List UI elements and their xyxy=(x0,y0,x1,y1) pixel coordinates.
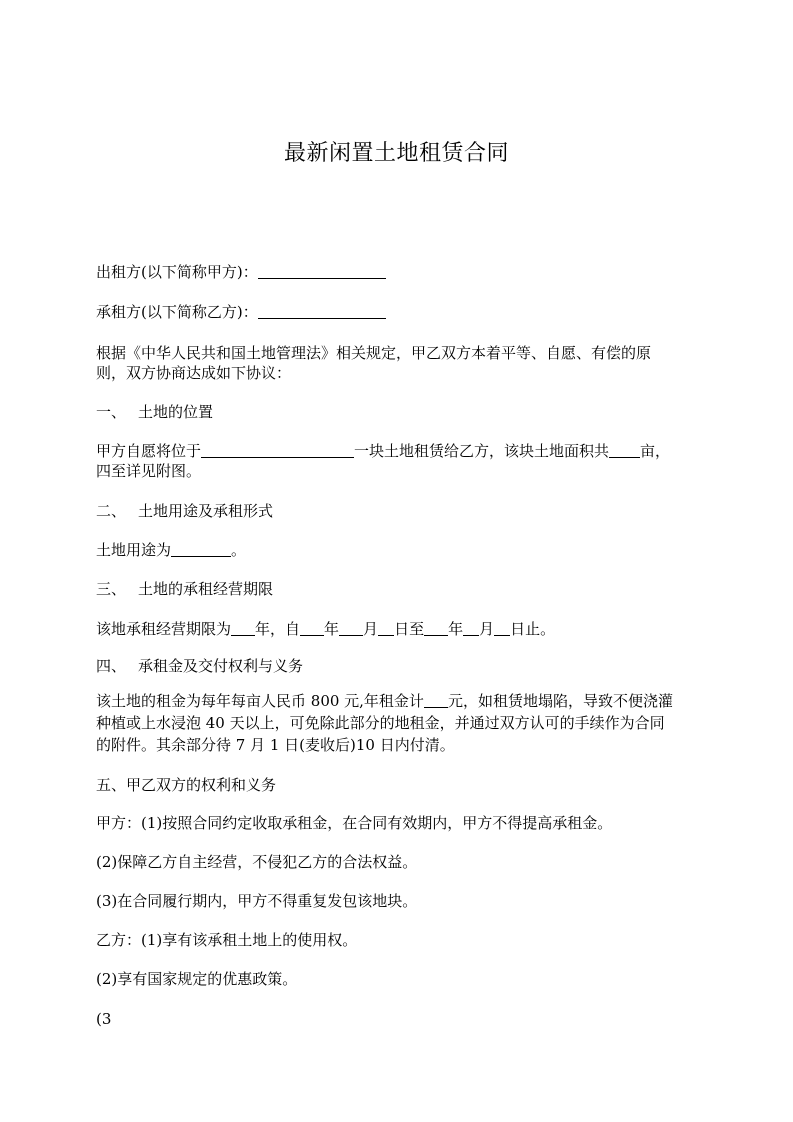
party-a-right-1: 甲方：(1)按照合同约定收取承租金，在合同有效期内，甲方不得提高承租金。 xyxy=(96,814,613,832)
term-text: 月 xyxy=(363,620,379,638)
lessor-line xyxy=(96,262,701,282)
section-4-heading xyxy=(96,656,701,676)
term-text: 日止。 xyxy=(510,620,556,638)
area-label: 一块土地租赁给乙方，该块土地面积共 xyxy=(354,442,610,460)
section-heading-text: 承租金及交付权利与义务 xyxy=(138,657,304,675)
section-2-heading xyxy=(96,501,701,521)
end-month-blank xyxy=(463,620,479,636)
lessor-label: 出租方(以下简称甲方)： xyxy=(96,263,258,281)
term-years-blank xyxy=(231,620,255,636)
rent-text: 元，如租赁地塌陷，导致不便浇灌 xyxy=(447,692,673,710)
section-2-body xyxy=(96,540,701,560)
term-label: 该地承租经营期限为 xyxy=(96,620,232,638)
section-1-line-2: 四至详见附图。 xyxy=(96,462,202,480)
section-4-line-1 xyxy=(96,691,701,711)
section-1-line-1 xyxy=(96,441,701,461)
land-use-period: 。 xyxy=(231,541,247,559)
end-day-blank xyxy=(494,620,510,636)
section-heading-text: 土地用途及承租形式 xyxy=(138,502,274,520)
term-text: 月 xyxy=(479,620,495,638)
party-b-right-3: (3 xyxy=(96,1010,112,1028)
section-number: 三、 xyxy=(96,580,127,598)
party-b-right-2: (2)享有国家规定的优惠政策。 xyxy=(96,970,298,988)
section-number: 二、 xyxy=(96,502,127,520)
lessor-name-blank xyxy=(258,263,386,279)
end-year-blank xyxy=(424,620,448,636)
section-3-body xyxy=(96,619,701,639)
section-number: 四、 xyxy=(96,657,127,675)
term-text: 年 xyxy=(324,620,340,638)
intro-line-1: 根据《中华人民共和国土地管理法》相关规定，甲乙双方本着平等、自愿、有偿的原 xyxy=(96,344,652,362)
section-heading-text: 土地的承租经营期限 xyxy=(138,580,274,598)
lessee-line xyxy=(96,302,701,322)
term-text: 年，自 xyxy=(255,620,301,638)
section-1-heading xyxy=(96,402,701,422)
party-a-right-3: (3)在合同履行期内，甲方不得重复发包该地块。 xyxy=(96,892,418,910)
party-b-right-1: 乙方：(1)享有该承租土地上的使用权。 xyxy=(96,931,358,949)
document-title: 最新闲置土地租赁合同 xyxy=(283,141,509,166)
section-4-line-2: 种植或上水浸泡 40 天以上，可免除此部分的地租金，并通过双方认可的手续作为合同 xyxy=(96,714,665,732)
section-4-line-3: 的附件。其余部分待 7 月 1 日(麦收后)10 日内付清。 xyxy=(96,736,455,754)
lessee-name-blank xyxy=(258,303,386,319)
intro-line-2: 则，双方协商达成如下协议： xyxy=(96,364,292,382)
term-text: 年 xyxy=(448,620,464,638)
land-use-label: 土地用途为 xyxy=(96,541,172,559)
section-5-heading: 五、甲乙双方的权利和义务 xyxy=(96,776,277,794)
annual-rent-blank xyxy=(424,692,448,708)
land-use-blank xyxy=(171,541,231,557)
rent-label: 该土地的租金为每年每亩人民币 800 元,年租金计 xyxy=(96,692,424,710)
term-text: 日至 xyxy=(394,620,425,638)
area-blank xyxy=(609,442,640,458)
start-year-blank xyxy=(300,620,324,636)
location-blank xyxy=(201,442,354,458)
section-3-heading xyxy=(96,579,701,599)
party-a-right-2: (2)保障乙方自主经营，不侵犯乙方的合法权益。 xyxy=(96,853,418,871)
section-number: 一、 xyxy=(96,403,127,421)
location-label: 甲方自愿将位于 xyxy=(96,442,202,460)
lessee-label: 承租方(以下简称乙方)： xyxy=(96,303,258,321)
area-unit: 亩， xyxy=(640,442,671,460)
start-month-blank xyxy=(339,620,363,636)
section-heading-text: 土地的位置 xyxy=(138,403,214,421)
start-day-blank xyxy=(378,620,394,636)
